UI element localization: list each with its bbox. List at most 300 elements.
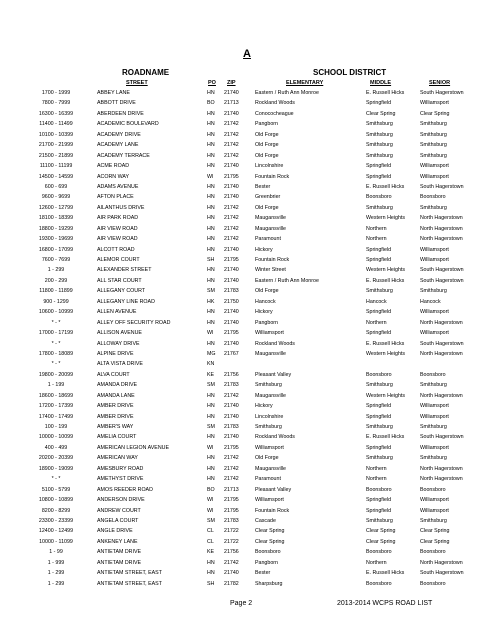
senior-school: Smithsburg	[420, 204, 447, 211]
senior-school: South Hagerstown	[420, 90, 464, 96]
zip-code: 21742	[224, 476, 239, 483]
street-name: ALEXANDER STREET	[97, 267, 152, 274]
zip-code: 21756	[224, 371, 239, 378]
street-name: ALLEGANY COURT	[97, 288, 146, 295]
table-row	[0, 547, 494, 557]
elementary-school: Bester	[255, 183, 271, 190]
table-row	[0, 98, 494, 108]
middle-school: Smithsburg	[366, 131, 393, 138]
post-office: HN	[207, 403, 215, 410]
elementary-school: Lincolnshire	[255, 163, 284, 170]
elementary-school: Winter Street	[255, 267, 286, 274]
middle-school: Hancock	[366, 298, 387, 305]
senior-school: Smithsburg	[420, 424, 447, 430]
street-name: AMBER'S WAY	[97, 424, 134, 430]
elementary-school: Eastern / Ruth Ann Monroe	[255, 90, 319, 96]
table-row	[0, 349, 494, 359]
senior-school: Smithsburg	[420, 152, 447, 159]
address-range: 200 - 299	[44, 277, 68, 284]
zip-code: 21713	[224, 100, 239, 107]
middle-school: Springfield	[366, 403, 392, 410]
address-range: 1 - 299	[47, 580, 65, 587]
middle-school: Smithsburg	[366, 455, 393, 462]
post-office: KN	[207, 361, 215, 368]
post-office: SM	[207, 288, 215, 295]
address-range: 11800 - 11899	[39, 288, 73, 295]
post-office: HN	[207, 309, 215, 316]
table-row	[0, 391, 494, 401]
senior-school: Smithsburg	[420, 455, 447, 462]
senior-school: Williamsport	[420, 309, 449, 316]
street-name: AMERICAN LEGION AVENUE	[97, 444, 170, 451]
post-office: HN	[207, 246, 215, 253]
address-range: 16800 - 17099	[38, 246, 74, 253]
street-name: ABBOTT DRIVE	[97, 100, 136, 107]
middle-school: Smithsburg	[366, 204, 393, 211]
post-office: HN	[207, 90, 215, 96]
table-row	[0, 453, 494, 463]
table-row	[0, 495, 494, 505]
address-range: 20200 - 20399	[38, 455, 74, 462]
street-name: AMANDA DRIVE	[97, 382, 138, 389]
middle-school: Smithsburg	[366, 121, 393, 128]
post-office: HN	[207, 559, 215, 566]
post-office: HN	[207, 236, 215, 243]
table-row	[0, 464, 494, 474]
elementary-school: Old Forge	[255, 142, 279, 149]
address-range: * - *	[51, 476, 61, 483]
middle-school: Smithsburg	[366, 517, 393, 524]
zip-code: 21740	[224, 267, 239, 274]
post-office: CL	[207, 538, 214, 545]
table-row	[0, 213, 494, 223]
senior-school: North Hagerstown	[420, 215, 463, 222]
address-range: 7600 - 7699	[41, 257, 71, 263]
address-range: 10000 - 11099	[39, 538, 73, 545]
po-column-header: PO	[208, 80, 216, 86]
elementary-school: Williamsport	[255, 444, 284, 451]
middle-school: Boonsboro	[366, 371, 392, 378]
elementary-school: Boonsboro	[255, 549, 281, 556]
street-name: ANGELA COURT	[97, 517, 139, 524]
zip-code: 21742	[224, 465, 239, 472]
table-row	[0, 412, 494, 422]
table-row	[0, 328, 494, 338]
table-row	[0, 318, 494, 328]
elementary-school: Conococheague	[255, 110, 294, 117]
senior-school: South Hagerstown	[420, 434, 464, 441]
table-row	[0, 380, 494, 390]
middle-school: Northern	[366, 225, 387, 232]
senior-school: Williamsport	[420, 413, 449, 420]
middle-school: Springfield	[366, 444, 392, 451]
elementary-school: Old Forge	[255, 288, 279, 295]
table-row	[0, 359, 494, 369]
address-range: 17800 - 18089	[38, 350, 74, 357]
senior-school: Williamsport	[420, 507, 449, 514]
zip-code: 21767	[224, 350, 239, 357]
elementary-school: Clear Spring	[255, 528, 285, 535]
address-range: 11100 - 11199	[39, 163, 73, 170]
senior-school: Smithsburg	[420, 121, 447, 128]
elementary-school: Maugansville	[255, 225, 286, 232]
table-row	[0, 88, 494, 98]
zip-code: 21795	[224, 507, 239, 514]
zip-code: 21742	[224, 142, 239, 149]
roadname-header: ROADNAME	[122, 68, 170, 77]
post-office: HN	[207, 225, 215, 232]
street-name: ACORN WAY	[97, 173, 130, 180]
table-row	[0, 401, 494, 411]
senior-school: Hancock	[420, 298, 441, 305]
address-range: 10000 - 10099	[38, 434, 74, 441]
senior-school: Williamsport	[420, 100, 449, 107]
senior-school: Clear Spring	[420, 528, 450, 535]
street-name: ABERDEEN DRIVE	[97, 110, 144, 117]
zip-code: 21742	[224, 236, 239, 243]
post-office: HN	[207, 204, 215, 211]
address-range: 7800 - 7999	[41, 100, 71, 107]
zip-code: 21750	[224, 298, 239, 305]
middle-school: Boonsboro	[366, 486, 392, 493]
table-row	[0, 443, 494, 453]
middle-school: Springfield	[366, 330, 392, 337]
middle-school: Springfield	[366, 497, 392, 504]
address-range: 1 - 299	[47, 570, 65, 577]
address-range: 10800 - 10899	[38, 497, 74, 504]
zip-code: 21742	[224, 225, 239, 232]
zip-code: 21722	[224, 538, 239, 545]
senior-school: Boonsboro	[420, 580, 446, 587]
address-range: 18800 - 19299	[38, 225, 74, 232]
elementary-school: Pangborn	[255, 559, 278, 566]
street-name: ABBEY LANE	[97, 90, 130, 96]
address-range: 10100 - 10399	[38, 131, 74, 138]
senior-school: Williamsport	[420, 444, 449, 451]
senior-school: Clear Spring	[420, 538, 450, 545]
elementary-school: Rockland Woods	[255, 340, 295, 347]
middle-school: E. Russell Hicks	[366, 434, 405, 441]
address-range: 12600 - 12799	[38, 204, 74, 211]
middle-school: Northern	[366, 559, 387, 566]
address-range: 18100 - 18399	[38, 215, 74, 222]
middle-school: Western Heights	[366, 350, 406, 357]
middle-school: Western Heights	[366, 215, 406, 222]
address-range: 8200 - 8299	[41, 507, 71, 514]
senior-school: Williamsport	[420, 163, 449, 170]
post-office: WI	[207, 497, 214, 504]
post-office: HN	[207, 110, 215, 117]
elementary-school: Paramount	[255, 236, 281, 243]
elementary-school: Paramount	[255, 476, 281, 483]
zip-code: 21740	[224, 319, 239, 326]
senior-school: Williamsport	[420, 403, 449, 410]
senior-column-header: SENIOR	[429, 80, 451, 86]
elementary-school: Rockland Woods	[255, 434, 295, 441]
zip-code: 21756	[224, 549, 239, 556]
elementary-school: Hancock	[255, 298, 276, 305]
table-row	[0, 526, 494, 536]
street-name: ANTIETAM STREET, EAST	[97, 570, 162, 577]
middle-school: Western Heights	[366, 267, 406, 274]
middle-school: Springfield	[366, 246, 392, 253]
zip-code: 21795	[224, 257, 239, 263]
post-office: HN	[207, 476, 215, 483]
table-row	[0, 192, 494, 202]
elementary-school: Maugansville	[255, 350, 286, 357]
elementary-school: Old Forge	[255, 204, 279, 211]
middle-school: Clear Spring	[366, 528, 396, 535]
table-row	[0, 516, 494, 526]
street-name: AMBER DRIVE	[97, 403, 134, 410]
street-name: AILANTHUS DRIVE	[97, 204, 145, 211]
zip-code: 21740	[224, 434, 239, 441]
address-range: 16300 - 16399	[38, 110, 74, 117]
post-office: HN	[207, 194, 215, 201]
street-name: ANGLE DRIVE	[97, 528, 133, 535]
table-row	[0, 558, 494, 568]
elementary-school: Fountain Rock	[255, 507, 290, 514]
address-range: 19300 - 19699	[38, 236, 74, 243]
senior-school: Smithsburg	[420, 142, 447, 149]
post-office: HN	[207, 413, 215, 420]
middle-school: E. Russell Hicks	[366, 570, 405, 577]
page-number: Page 2	[230, 600, 253, 607]
zip-code: 21783	[224, 424, 239, 430]
middle-school: Springfield	[366, 507, 392, 514]
table-row	[0, 245, 494, 255]
street-name: AMBER DRIVE	[97, 413, 134, 420]
street-name: AMERICAN WAY	[97, 455, 138, 462]
post-office: HN	[207, 183, 215, 190]
table-row	[0, 172, 494, 182]
street-name: ACADEMIC BOULEVARD	[97, 121, 159, 128]
elementary-school: Hickory	[255, 246, 273, 253]
street-name: AMETHYST DRIVE	[97, 476, 144, 483]
street-name: ANTIETAM DRIVE	[97, 559, 142, 566]
senior-school: Boonsboro	[420, 486, 446, 493]
street-name: ADAMS AVENUE	[97, 183, 139, 190]
middle-school: Springfield	[366, 413, 392, 420]
table-row	[0, 140, 494, 150]
address-range: * - *	[51, 340, 61, 347]
address-range: 23300 - 23399	[38, 517, 74, 524]
middle-school: Boonsboro	[366, 194, 392, 201]
elementary-school: Clear Spring	[255, 538, 285, 545]
street-name: ANDREW COURT	[97, 507, 141, 514]
table-row	[0, 579, 494, 589]
post-office: SH	[207, 580, 215, 587]
post-office: SM	[207, 382, 215, 389]
middle-school: Western Heights	[366, 392, 406, 399]
street-column-header: STREET	[126, 80, 148, 86]
street-name: AMELIA COURT	[97, 434, 137, 441]
address-range: 1700 - 1999	[41, 90, 71, 96]
table-row	[0, 506, 494, 516]
street-name: ACADEMY DRIVE	[97, 131, 141, 138]
street-name: AMESBURY ROAD	[97, 465, 144, 472]
senior-school: Smithsburg	[420, 288, 447, 295]
senior-school: North Hagerstown	[420, 236, 463, 243]
post-office: HN	[207, 142, 215, 149]
table-row	[0, 286, 494, 296]
middle-school: Northern	[366, 319, 387, 326]
elementary-school: Rockland Woods	[255, 100, 295, 107]
table-row	[0, 224, 494, 234]
address-range: * - *	[51, 319, 61, 326]
elementary-school: Fountain Rock	[255, 257, 290, 263]
senior-school: North Hagerstown	[420, 465, 463, 472]
table-row	[0, 307, 494, 317]
senior-school: Boonsboro	[420, 194, 446, 201]
table-row	[0, 182, 494, 192]
senior-school: North Hagerstown	[420, 350, 463, 357]
zip-code: 21740	[224, 183, 239, 190]
address-range: 17000 - 17199	[38, 330, 74, 337]
address-range: 900 - 1299	[43, 298, 69, 305]
address-range: 5100 - 5799	[41, 486, 71, 493]
elementary-school: Fountain Rock	[255, 173, 290, 180]
table-row	[0, 203, 494, 213]
table-row	[0, 422, 494, 432]
street-name: ALEMOR COURT	[97, 257, 140, 263]
table-row	[0, 130, 494, 140]
zip-column-header: ZIP	[227, 80, 236, 86]
zip-code: 21742	[224, 559, 239, 566]
post-office: KE	[207, 549, 215, 556]
zip-code: 21783	[224, 288, 239, 295]
elementary-school: Pleasant Valley	[255, 371, 292, 378]
post-office: HN	[207, 465, 215, 472]
elementary-school: Greenbrier	[255, 194, 281, 201]
post-office: HN	[207, 152, 215, 159]
street-name: ALCOTT ROAD	[97, 246, 135, 253]
senior-school: Smithsburg	[420, 517, 447, 524]
street-name: ALTA VISTA DRIVE	[97, 361, 143, 368]
post-office: BO	[207, 100, 215, 107]
zip-code: 21722	[224, 528, 239, 535]
middle-school: Smithsburg	[366, 424, 393, 430]
zip-code: 21783	[224, 517, 239, 524]
street-name: AMOS REEDER ROAD	[97, 486, 153, 493]
zip-code: 21742	[224, 455, 239, 462]
street-name: AMANDA LANE	[97, 392, 135, 399]
elementary-school: Sharpsburg	[255, 580, 283, 587]
senior-school: South Hagerstown	[420, 183, 464, 190]
zip-code: 21742	[224, 152, 239, 159]
post-office: CL	[207, 528, 214, 535]
street-name: ALPINE DRIVE	[97, 350, 134, 357]
middle-school: Boonsboro	[366, 549, 392, 556]
post-office: HN	[207, 340, 215, 347]
table-row	[0, 109, 494, 119]
document-title: 2013-2014 WCPS ROAD LIST	[337, 600, 433, 607]
middle-school: Springfield	[366, 173, 392, 180]
table-row	[0, 234, 494, 244]
zip-code: 21740	[224, 340, 239, 347]
elementary-school: Pleasant Valley	[255, 486, 292, 493]
zip-code: 21795	[224, 497, 239, 504]
street-name: AFTON PLACE	[97, 194, 134, 201]
post-office: HN	[207, 215, 215, 222]
post-office: HN	[207, 267, 215, 274]
zip-code: 21740	[224, 90, 239, 96]
zip-code: 21740	[224, 277, 239, 284]
zip-code: 21742	[224, 131, 239, 138]
post-office: SH	[207, 257, 215, 263]
middle-school: Boonsboro	[366, 580, 392, 587]
middle-school: Northern	[366, 476, 387, 483]
street-name: ALLOWAY DRIVE	[97, 340, 140, 347]
zip-code: 21740	[224, 309, 239, 316]
post-office: HN	[207, 319, 215, 326]
elementary-school: Hickory	[255, 403, 273, 410]
post-office: HN	[207, 570, 215, 577]
road-list-table	[0, 88, 494, 589]
post-office: WI	[207, 507, 214, 514]
elementary-school: Maugansville	[255, 215, 286, 222]
table-row	[0, 474, 494, 484]
table-row	[0, 297, 494, 307]
street-name: ALL STAR COURT	[97, 277, 142, 284]
address-range: 17200 - 17399	[38, 403, 74, 410]
elementary-school: Cascade	[255, 517, 276, 524]
zip-code: 21740	[224, 413, 239, 420]
senior-school: Williamsport	[420, 246, 449, 253]
middle-school: Springfield	[366, 100, 392, 107]
street-name: AIR VIEW ROAD	[97, 236, 138, 243]
table-row	[0, 255, 494, 265]
address-range: 1 - 99	[49, 549, 63, 556]
elementary-school: Eastern / Ruth Ann Monroe	[255, 277, 319, 284]
table-row	[0, 265, 494, 275]
elementary-school: Hickory	[255, 309, 273, 316]
address-range: 600 - 699	[44, 183, 68, 190]
zip-code: 21742	[224, 215, 239, 222]
street-name: AIR VIEW ROAD	[97, 225, 138, 232]
street-name: ALLEN AVENUE	[97, 309, 137, 316]
address-range: 18900 - 19099	[38, 465, 74, 472]
post-office: BO	[207, 486, 215, 493]
zip-code: 21782	[224, 580, 239, 587]
senior-school: Smithsburg	[420, 131, 447, 138]
senior-school: Williamsport	[420, 173, 449, 180]
middle-school: Smithsburg	[366, 288, 393, 295]
street-name: ANTIETAM DRIVE	[97, 549, 142, 556]
zip-code: 21795	[224, 444, 239, 451]
zip-code: 21740	[224, 570, 239, 577]
zip-code: 21740	[224, 403, 239, 410]
post-office: HN	[207, 392, 215, 399]
elementary-school: Old Forge	[255, 455, 279, 462]
zip-code: 21742	[224, 204, 239, 211]
zip-code: 21742	[224, 121, 239, 128]
elementary-school: Old Forge	[255, 152, 279, 159]
zip-code: 21742	[224, 392, 239, 399]
post-office: HN	[207, 455, 215, 462]
senior-school: Boonsboro	[420, 549, 446, 556]
elementary-school: Lincolnshire	[255, 413, 284, 420]
zip-code: 21795	[224, 330, 239, 337]
elementary-school: Smithsburg	[255, 424, 282, 430]
table-row	[0, 339, 494, 349]
zip-code: 21740	[224, 110, 239, 117]
middle-school: Clear Spring	[366, 110, 396, 117]
table-row	[0, 151, 494, 161]
middle-school: E. Russell Hicks	[366, 183, 405, 190]
elementary-school: Maugansville	[255, 465, 286, 472]
zip-code: 21740	[224, 163, 239, 170]
